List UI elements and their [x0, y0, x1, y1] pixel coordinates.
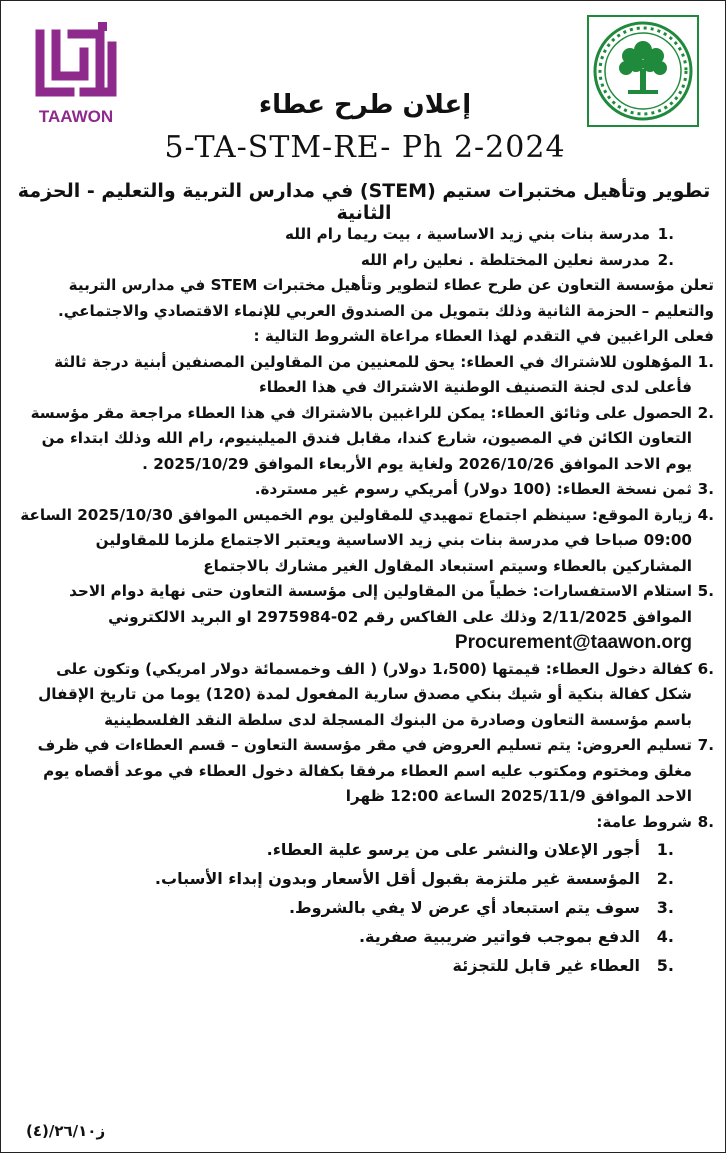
general-term-item — [14, 893, 714, 922]
arab-fund-logo — [586, 14, 700, 128]
general-term-text: الدفع بموجب فواتير ضريبية صفرية. — [358, 927, 640, 946]
school-number: .2 — [657, 250, 674, 269]
general-term-number: .1 — [656, 840, 674, 859]
condition-item — [14, 401, 714, 478]
condition-number: .7 — [697, 736, 714, 754]
tender-code: 5-TA-STM-RE- Ph 2-2024 — [164, 130, 566, 165]
school-item — [14, 248, 714, 274]
general-term-item — [14, 835, 714, 864]
condition-number: .2 — [697, 403, 714, 422]
condition-text: تسليم العروض: يتم تسليم العروض في مقر مؤسسة التعاون – قسم العطاءات في ظرف مغلق ومختوم ومكتوب عليه اسم العطاء مرفقا بكفالة دخول العطاء في موعد أقصاه يوم الاحد الموافق 2025/11/9 الساعة 12:00 ظهرا — [37, 736, 692, 805]
general-term-text: العطاء غير قابل للتجزئة — [452, 956, 640, 975]
general-term-number: .4 — [656, 927, 674, 946]
general-term-text: سوف يتم استبعاد أي عرض لا يفي بالشروط. — [288, 898, 640, 917]
announcement-body — [14, 222, 714, 980]
condition-item — [14, 657, 714, 734]
arab-fund-emblem — [586, 14, 700, 128]
page-title: إعلان طرح عطاء — [258, 90, 472, 120]
school-number: .1 — [657, 225, 674, 243]
general-term-item — [14, 864, 714, 893]
tender-subtitle: تطوير وتأهيل مختبرات ستيم (STEM) في مدارس التربية والتعليم - الحزمة الثانية — [17, 180, 711, 224]
schools-list — [14, 222, 714, 273]
condition-text-wrap — [14, 579, 692, 657]
condition-number: .6 — [697, 659, 714, 678]
general-term-number: .2 — [656, 869, 674, 888]
taawon-logo-text: TAAWON — [38, 107, 114, 126]
condition-text: المؤهلون للاشتراك في العطاء: يحق للمعنيين من المقاولين المصنفين أبنية درجة ثالثة فأعلى لدى لجنة التصنيف الوطنية الاشتراك في هذا العطاء — [54, 352, 692, 396]
condition-text: استلام الاستفسارات: خطياً من المقاولين إلى مؤسسة التعاون حتى نهاية دوام الاحد الموافق 2/11/2025 وذلك على الفاكس رقم 02-2975984 او البريد الالكتروني — [69, 582, 692, 626]
condition-item — [14, 733, 714, 810]
condition-item — [14, 477, 714, 503]
general-term-text: أجور الإعلان والنشر على من يرسو علية العطاء. — [266, 840, 640, 859]
general-terms-list — [14, 835, 714, 980]
school-item — [14, 222, 714, 248]
header — [0, 0, 728, 180]
condition-text: زيارة الموقع: سينظم اجتماع تمهيدي للمقاولين يوم الخميس الموافق 2025/10/30 الساعة 09:00 صباحا في مدرسة بنات بني زيد الاساسية ويعتبر الاجتماع ملزما للمقاولين المشاركين بالعطاء وسيتم استبعاد المقاول الغير مشارك بالاجتماع — [20, 505, 692, 575]
condition-item — [14, 503, 714, 580]
condition-text: كفالة دخول العطاء: قيمتها (1،500 دولار) ( الف وخمسمائة دولار امريكي) وتكون على شكل كفالة بنكية أو شيك بنكي مصدق سارية المفعول لمدة (120) يوما من تاريخ الإقفال باسم مؤسسة التعاون وصادرة من البنوك المسجلة لدى سلطة النقد الفلسطينية — [38, 659, 692, 729]
taawon-logo — [26, 20, 126, 132]
condition-text: ثمن نسخة العطاء: (100 دولار) أمريكي رسوم غير مستردة. — [254, 480, 692, 498]
general-term-number: .3 — [656, 898, 674, 917]
condition-text: الحصول على وثائق العطاء: يمكن للراغبين بالاشتراك في هذا العطاء مراجعة مقر مؤسسة التعاون الكائن في المصيون، شارع كندا، مقابل فندق الميلينيوم، رام الله وذلك ابتداء من يوم الاحد الموافق 2026/10/26 ولغاية يوم الأربعاء الموافق 2025/10/29 . — [30, 403, 692, 473]
procurement-email-link[interactable]: Procurement@taawon.org — [454, 632, 692, 653]
general-term-number: .5 — [656, 956, 674, 975]
school-text: مدرسة نعلين المختلطة . نعلين رام الله — [360, 250, 650, 269]
condition-item — [14, 579, 714, 657]
condition-number: .1 — [697, 352, 714, 371]
general-term-item — [14, 922, 714, 951]
condition-number: .5 — [697, 582, 714, 600]
intro-conditions-lead: فعلى الراغبين في التقدم لهذا العطاء مراعاة الشروط التالية : — [253, 327, 714, 345]
intro-paragraph: تعلن مؤسسة التعاون عن طرح عطاء لتطوير وتأهيل مختبرات STEM في مدارس التربية والتعليم – الحزمة الثانية وذلك بتمويل من الصندوق العربي للإنماء الاقتصادي والاجتماعي. — [57, 276, 714, 320]
condition-text: شروط عامة: — [596, 812, 692, 831]
conditions-list — [14, 350, 714, 836]
condition-number: .4 — [697, 505, 714, 524]
condition-item — [14, 350, 714, 401]
condition-item — [14, 810, 714, 836]
school-text: مدرسة بنات بني زيد الاساسية ، بيت ريما رام الله — [285, 225, 650, 243]
footer-reference: ز٢٦/١٠/(٤) — [26, 1122, 106, 1140]
general-term-item — [14, 951, 714, 980]
condition-number: .8 — [697, 812, 714, 831]
general-term-text: المؤسسة غير ملتزمة بقبول أقل الأسعار وبدون إبداء الأسباب. — [154, 869, 640, 888]
condition-number: .3 — [697, 480, 714, 498]
taawon-logo-mark — [26, 20, 126, 132]
